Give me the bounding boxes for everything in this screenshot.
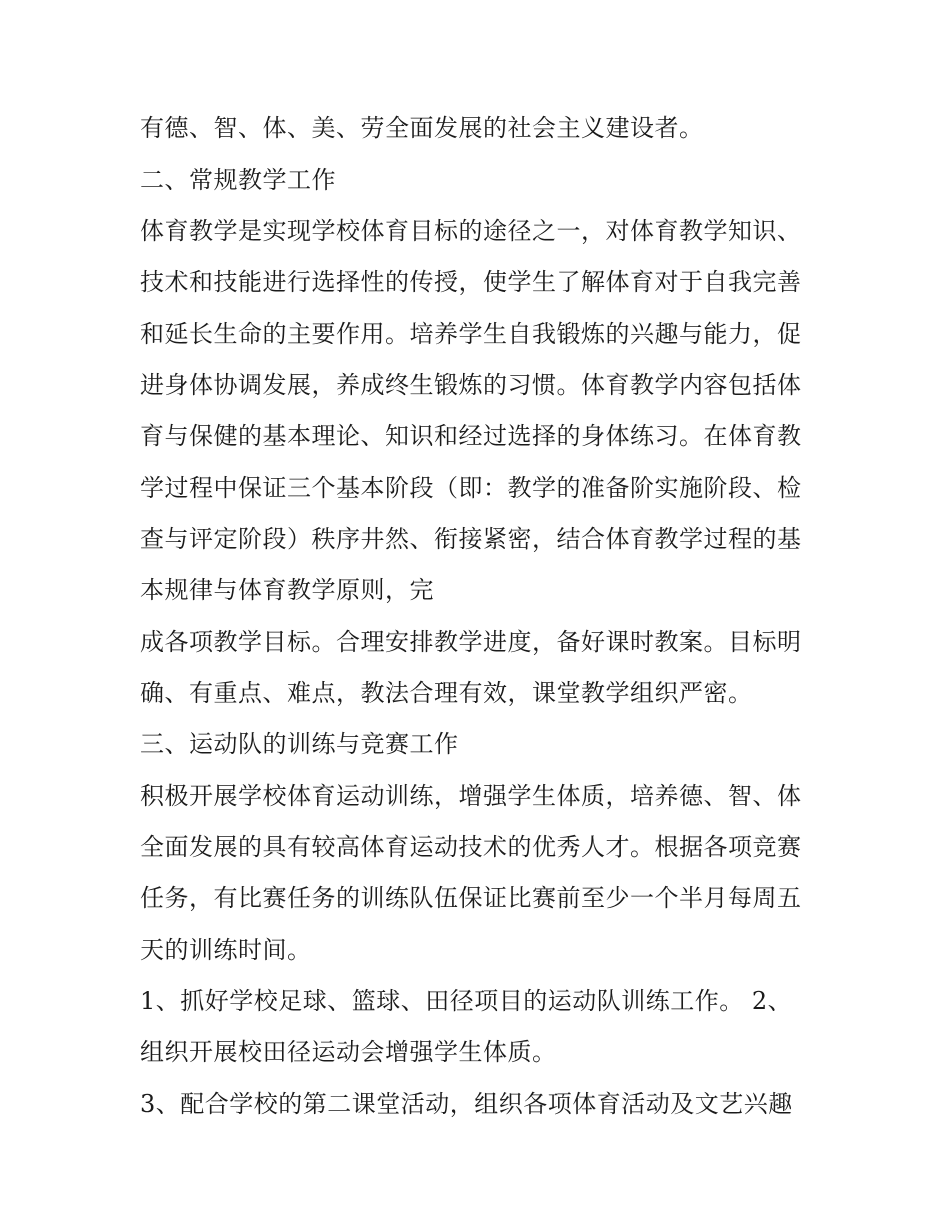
- paragraph-line: 成各项教学目标。合理安排教学进度，备好课时教案。目标明: [140, 628, 802, 656]
- paragraph-line: 进身体协调发展，养成终生锻炼的习惯。体育教学内容包括体: [140, 371, 802, 399]
- section-heading: 三、运动队的训练与竞赛工作: [140, 730, 459, 758]
- paragraph-line: 查与评定阶段）秩序井然、衔接紧密，结合体育教学过程的基: [140, 525, 802, 553]
- paragraph-line: 和延长生命的主要作用。培养学生自我锻炼的兴趣与能力，促: [140, 320, 802, 348]
- section-heading: 二、常规教学工作: [140, 166, 336, 194]
- paragraph-line: 有德、智、体、美、劳全面发展的社会主义建设者。: [140, 114, 704, 142]
- paragraph-line: 积极开展学校体育运动训练，增强学生体质，培养德、智、体: [140, 782, 802, 810]
- list-item: 组织开展校田径运动会增强学生体质。: [140, 1038, 557, 1066]
- list-item: 3、配合学校的第二课堂活动，组织各项体育活动及文艺兴趣: [140, 1090, 793, 1118]
- paragraph-line: 确、有重点、难点，教法合理有效，课堂教学组织严密。: [140, 679, 753, 707]
- paragraph-line: 育与保健的基本理论、知识和经过选择的身体练习。在体育教: [140, 422, 802, 450]
- paragraph-line: 技术和技能进行选择性的传授，使学生了解体育对于自我完善: [140, 268, 802, 296]
- paragraph-line: 本规律与体育教学原则，完: [140, 576, 434, 604]
- paragraph-line: 学过程中保证三个基本阶段（即：教学的准备阶实施阶段、检: [140, 474, 802, 502]
- paragraph-line: 任务，有比赛任务的训练队伍保证比赛前至少一个半月每周五: [140, 884, 802, 912]
- paragraph-line: 全面发展的具有较高体育运动技术的优秀人才。根据各项竞赛: [140, 833, 802, 861]
- list-item: 1、抓好学校足球、篮球、田径项目的运动队训练工作。 2、: [140, 987, 793, 1015]
- paragraph-line: 天的训练时间。: [140, 936, 312, 964]
- paragraph-line: 体育教学是实现学校体育目标的途径之一，对体育教学知识、: [140, 217, 802, 245]
